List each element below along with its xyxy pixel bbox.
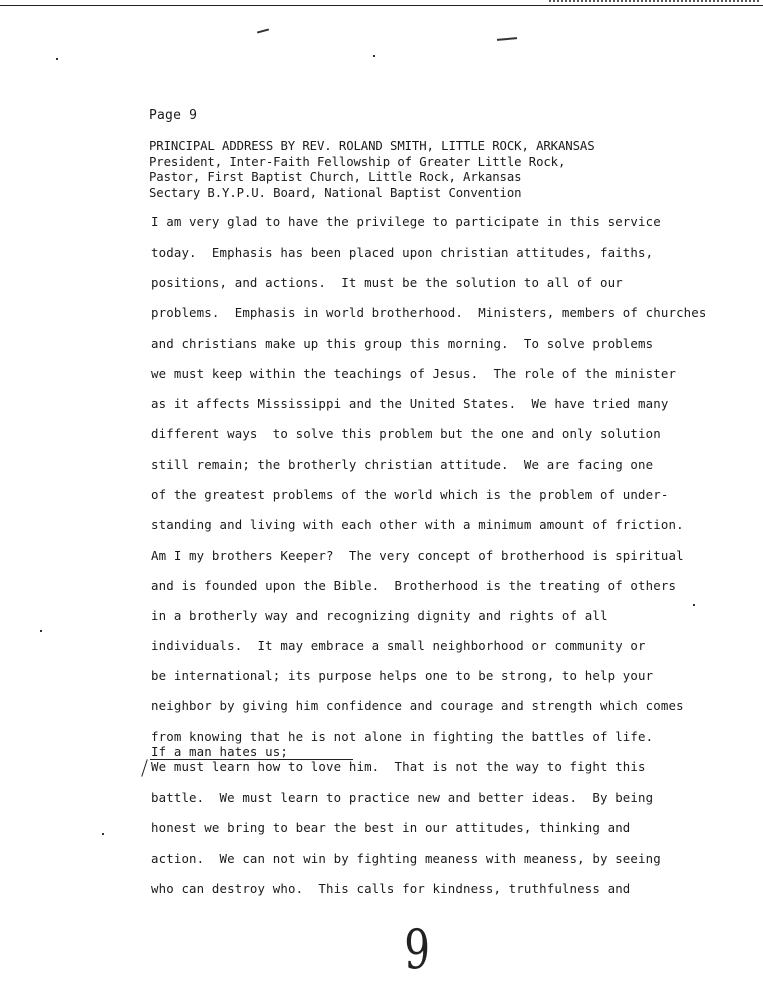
body-line: be international; its purpose helps one to be strong, to help your: [151, 668, 654, 683]
scan-speck: [373, 55, 375, 57]
scan-speck: [56, 58, 58, 60]
body-line: who can destroy who. This calls for kindness, truthfulness and: [151, 881, 631, 896]
handwritten-page-number: 9: [404, 918, 431, 981]
body-line: as it affects Mississippi and the United States. We have tried many: [151, 396, 669, 411]
body-line: neighbor by giving him confidence and courage and strength which comes: [151, 698, 684, 713]
body-line: today. Emphasis has been placed upon christian attitudes, faiths,: [151, 245, 654, 260]
page-label: Page 9: [149, 108, 198, 123]
body-line: positions, and actions. It must be the solution to all of our: [151, 275, 623, 290]
scan-speck: [497, 37, 517, 41]
body-line: I am very glad to have the privilege to participate in this service: [151, 214, 661, 229]
heading-line: President, Inter-Faith Fellowship of Greater Little Rock,: [149, 154, 566, 169]
body-line: different ways to solve this problem but the one and only solution: [151, 426, 661, 441]
insertion-caret-mark: [141, 759, 148, 776]
body-line: Am I my brothers Keeper? The very concept of brotherhood is spiritual: [151, 548, 684, 563]
body-line: battle. We must learn to practice new and better ideas. By being: [151, 790, 654, 805]
body-line: still remain; the brotherly christian attitude. We are facing one: [151, 457, 654, 472]
body-line: of the greatest problems of the world which is the problem of under-: [151, 487, 669, 502]
inserted-line: If a man hates us;: [151, 744, 288, 759]
body-line: action. We can not win by fighting meaness with meaness, by seeing: [151, 851, 661, 866]
heading-line: Sectary B.Y.P.U. Board, National Baptist Convention: [149, 185, 522, 200]
address-heading: [149, 139, 595, 201]
scan-speck: [102, 833, 104, 835]
top-border-line: [0, 5, 763, 6]
heading-line: Pastor, First Baptist Church, Little Rock, Arkansas: [149, 170, 522, 184]
body-line: problems. Emphasis in world brotherhood. Ministers, members of churches: [151, 305, 707, 320]
top-dotted-line: [549, 0, 759, 5]
heading-title: PRINCIPAL ADDRESS BY REV. ROLAND SMITH, LITTLE ROCK, ARKANSAS: [149, 139, 595, 153]
scan-speck: [40, 630, 42, 632]
body-line: we must keep within the teachings of Jesus. The role of the minister: [151, 366, 677, 381]
body-line: from knowing that he is not alone in fighting the battles of life.: [151, 729, 654, 744]
body-line: and christians make up this group this morning. To solve problems: [151, 336, 654, 351]
body-line: and is founded upon the Bible. Brotherhood is the treating of others: [151, 578, 677, 593]
body-line: We must learn how to love him. That is not the way to fight this: [151, 759, 646, 774]
scan-speck: [693, 604, 695, 606]
scan-speck: [257, 28, 269, 33]
body-line: individuals. It may embrace a small neighborhood or community or: [151, 638, 646, 653]
body-line: honest we bring to bear the best in our attitudes, thinking and: [151, 820, 631, 835]
body-line: standing and living with each other with a minimum amount of friction.: [151, 517, 684, 532]
body-line: in a brotherly way and recognizing dignity and rights of all: [151, 608, 608, 623]
